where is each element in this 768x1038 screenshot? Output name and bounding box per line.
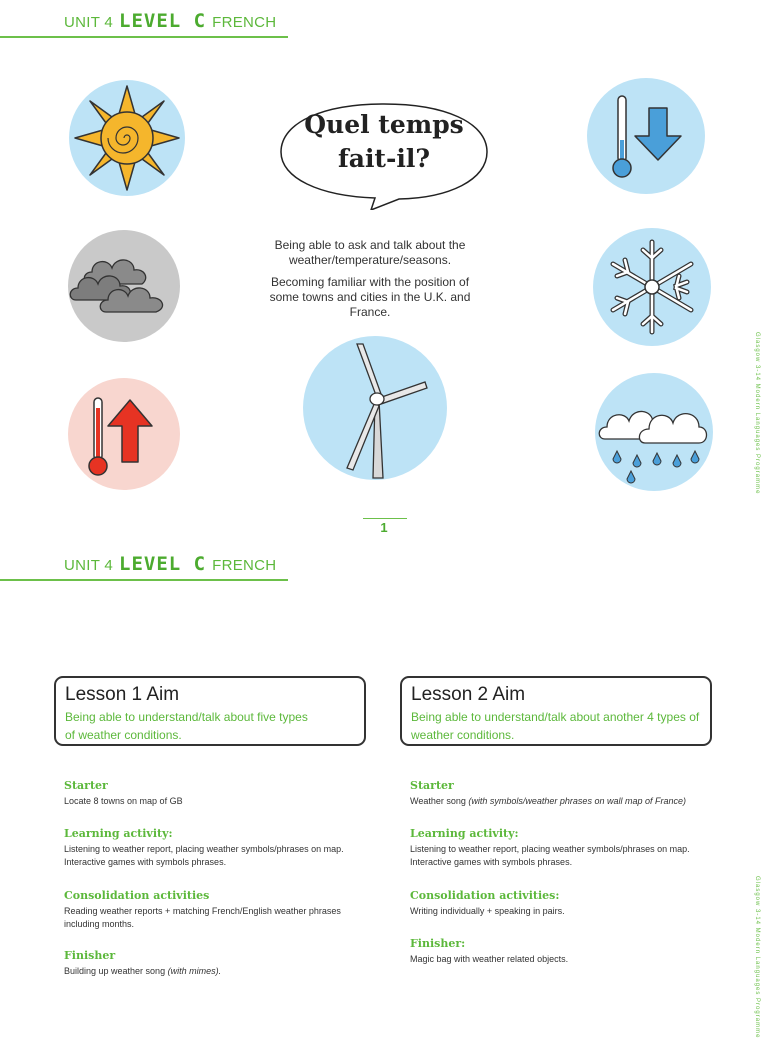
rain-cloud-icon <box>595 373 713 491</box>
header-unit-2: UNIT 4 <box>64 557 114 574</box>
lesson2-starter-heading: Starter <box>410 779 454 792</box>
header-subject: FRENCH <box>212 14 277 31</box>
intro-paragraph-2: Becoming familiar with the position of some towns and cities in the U.K. and France. <box>269 275 471 319</box>
lesson2-consolidation <box>410 889 720 918</box>
header-title-2 <box>64 553 276 575</box>
lesson1-starter-heading: Starter <box>64 779 108 792</box>
lesson2-finisher-text: Magic bag with weather related objects. <box>410 954 569 964</box>
lesson2-learning <box>410 827 720 869</box>
lesson2-learning-heading: Learning activity: <box>410 827 519 840</box>
lesson1-finisher-note: (with mimes). <box>167 966 222 976</box>
lesson1-starter <box>64 779 374 808</box>
lesson2-starter-note: (with symbols/weather phrases on wall map of France) <box>468 796 686 806</box>
header-rule-2 <box>0 579 288 581</box>
bubble-line-2: fait-il? <box>337 144 431 173</box>
side-programme-text: Glasgow 3-14 Modern Languages Programme <box>754 332 760 495</box>
lesson2-title: Lesson 2 Aim <box>411 684 526 705</box>
lesson2-consolidation-heading: Consolidation activities: <box>410 889 560 902</box>
lesson1-finisher <box>64 949 374 978</box>
lesson1-consolidation-heading: Consolidation activities <box>64 889 210 902</box>
page-number: 1 <box>380 520 388 535</box>
lesson1-consolidation-text: Reading weather reports + matching French/English weather phrases including months. <box>64 906 341 929</box>
lesson1-finisher-text <box>64 965 374 978</box>
lesson1-aim-box <box>54 676 366 746</box>
wind-turbine-icon <box>303 336 447 480</box>
header-rule <box>0 36 288 38</box>
intro-paragraph-1: Being able to ask and talk about the weather/temperature/seasons. <box>274 238 466 267</box>
header-level-2: LEVEL C <box>119 553 207 575</box>
lesson2-learning-line-2: Interactive games with symbols phrases. <box>410 857 573 867</box>
lesson1-finisher-heading: Finisher <box>64 949 116 962</box>
lesson1-consolidation <box>64 889 364 931</box>
lesson2-learning-text <box>410 843 720 869</box>
lesson1-title: Lesson 1 Aim <box>65 684 180 705</box>
header-level: LEVEL C <box>119 10 207 32</box>
lesson1-learning-heading: Learning activity: <box>64 827 173 840</box>
lesson1-learning-text <box>64 843 374 869</box>
lesson1-learning <box>64 827 374 869</box>
side-programme-text-2: Glasgow 3-14 Modern Languages Programme <box>754 876 760 1038</box>
page-number-rule <box>363 518 407 519</box>
lesson1-finisher-main: Building up weather song <box>64 966 166 976</box>
lesson2-starter <box>410 779 720 808</box>
bubble-line-1: Quel temps <box>304 110 464 139</box>
lesson2-aim: Being able to understand/talk about another 4 types of weather conditions. <box>411 710 700 742</box>
sun-icon <box>69 80 185 196</box>
lesson1-starter-text: Locate 8 towns on map of GB <box>64 796 183 806</box>
lesson2-learning-line-1: Listening to weather report, placing weather symbols/phrases on map. <box>410 844 690 854</box>
header-unit: UNIT 4 <box>64 14 114 31</box>
lesson2-aim-box <box>400 676 712 746</box>
bubble-title <box>289 108 479 176</box>
thermometer-cold-icon <box>587 78 705 194</box>
lesson2-finisher-heading: Finisher: <box>410 937 466 950</box>
lesson2-finisher <box>410 937 720 966</box>
snowflake-icon <box>593 228 711 346</box>
lesson1-learning-line-2: Interactive games with symbols phrases. <box>64 857 227 867</box>
header-subject-2: FRENCH <box>212 557 277 574</box>
lesson2-starter-text <box>410 795 720 808</box>
lesson1-aim: Being able to understand/talk about five types of weather conditions. <box>65 710 308 742</box>
thermometer-hot-icon <box>68 378 180 490</box>
clouds-icon <box>68 230 180 342</box>
lesson1-learning-line-1: Listening to weather report, placing weather symbols/phrases on map. <box>64 844 344 854</box>
lesson2-consolidation-text: Writing individually + speaking in pairs. <box>410 906 565 916</box>
header-title <box>64 10 276 32</box>
lesson2-starter-main: Weather song <box>410 796 466 806</box>
